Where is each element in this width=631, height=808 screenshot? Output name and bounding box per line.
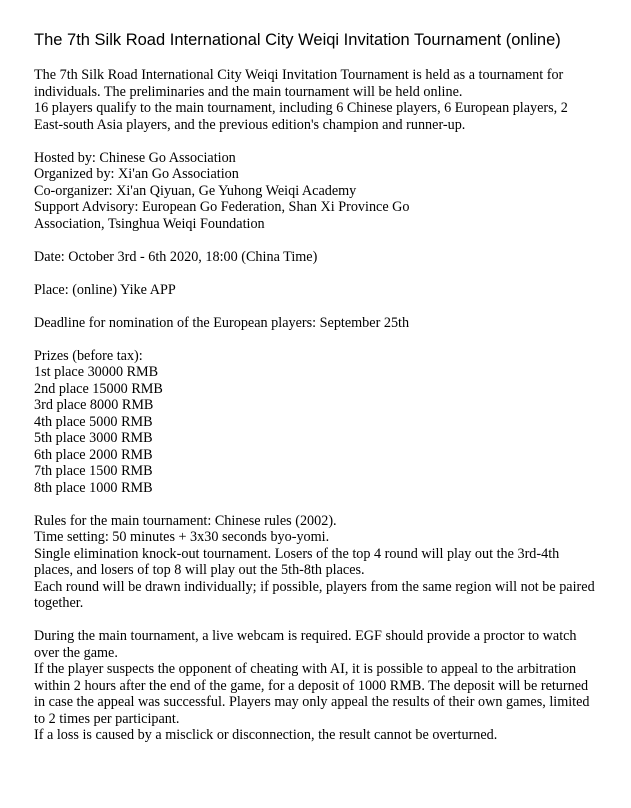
deadline-section <box>34 315 600 332</box>
hosted-by: Hosted by: Chinese Go Association <box>34 149 236 166</box>
organizers-section <box>34 150 600 233</box>
place-section <box>34 282 600 299</box>
rules-line: Rules for the main tournament: Chinese rules (2002). <box>34 512 337 529</box>
intro-paragraph: The 7th Silk Road International City Weiqi Invitation Tournament is held as a tournament for individuals. The preliminaries and the main tournament will be held online. <box>34 67 564 100</box>
prize-item: 5th place 3000 RMB <box>34 430 153 446</box>
prize-item: 3rd place 8000 RMB <box>34 397 154 413</box>
organized-by: Organized by: Xi'an Go Association <box>34 166 239 182</box>
support-advisory: Support Advisory: European Go Federation, Shan Xi Province Go Association, Tsinghua Weiqi Foundation <box>34 199 410 232</box>
rules-section <box>34 513 600 612</box>
document <box>34 30 600 760</box>
elimination-paragraph: Single elimination knock-out tournament. Losers of the top 4 round will play out the 3rd-4th places, and losers of top 8 will play out the 5th-8th places. <box>34 545 560 578</box>
date-line: Date: October 3rd - 6th 2020, 18:00 (China Time) <box>34 248 318 265</box>
prize-item: 1st place 30000 RMB <box>34 364 159 380</box>
co-organizer: Co-organizer: Xi'an Qiyuan, Ge Yuhong Weiqi Academy <box>34 182 357 199</box>
deadline-line: Deadline for nomination of the European players: September 25th <box>34 314 410 331</box>
place-line: Place: (online) Yike APP <box>34 281 176 298</box>
prize-item: 8th place 1000 RMB <box>34 479 153 496</box>
prize-item: 7th place 1500 RMB <box>34 463 153 479</box>
page-title: The 7th Silk Road International City Weiqi Invitation Tournament (online) <box>34 31 561 49</box>
misclick-paragraph: If a loss is caused by a misclick or disconnection, the result cannot be overturned. <box>34 727 498 743</box>
conduct-section <box>34 628 600 744</box>
prizes-section <box>34 348 600 497</box>
date-section <box>34 249 600 266</box>
qualification-paragraph: 16 players qualify to the main tournament, including 6 Chinese players, 6 European players, 2 East-south Asia players, and the previous edition's champion and runner-up. <box>34 100 568 133</box>
prize-item: 4th place 5000 RMB <box>34 413 153 430</box>
prize-item: 6th place 2000 RMB <box>34 446 153 463</box>
time-setting-line: Time setting: 50 minutes + 3x30 seconds byo-yomi. <box>34 529 330 545</box>
prizes-heading: Prizes (before tax): <box>34 347 143 364</box>
appeal-paragraph: If the player suspects the opponent of cheating with AI, it is possible to appeal to the arbitration within 2 hours after the end of the game, for a deposit of 1000 RMB. The deposit will be returned in case the appeal was successful. Players may only appeal the results of their own games, limited to 2 times per participant. <box>34 661 590 727</box>
intro-section <box>34 67 600 133</box>
webcam-paragraph: During the main tournament, a live webcam is required. EGF should provide a proctor to watch over the game. <box>34 628 577 661</box>
prize-item: 2nd place 15000 RMB <box>34 380 163 397</box>
drawing-paragraph: Each round will be drawn individually; if possible, players from the same region will not be paired together. <box>34 578 595 611</box>
